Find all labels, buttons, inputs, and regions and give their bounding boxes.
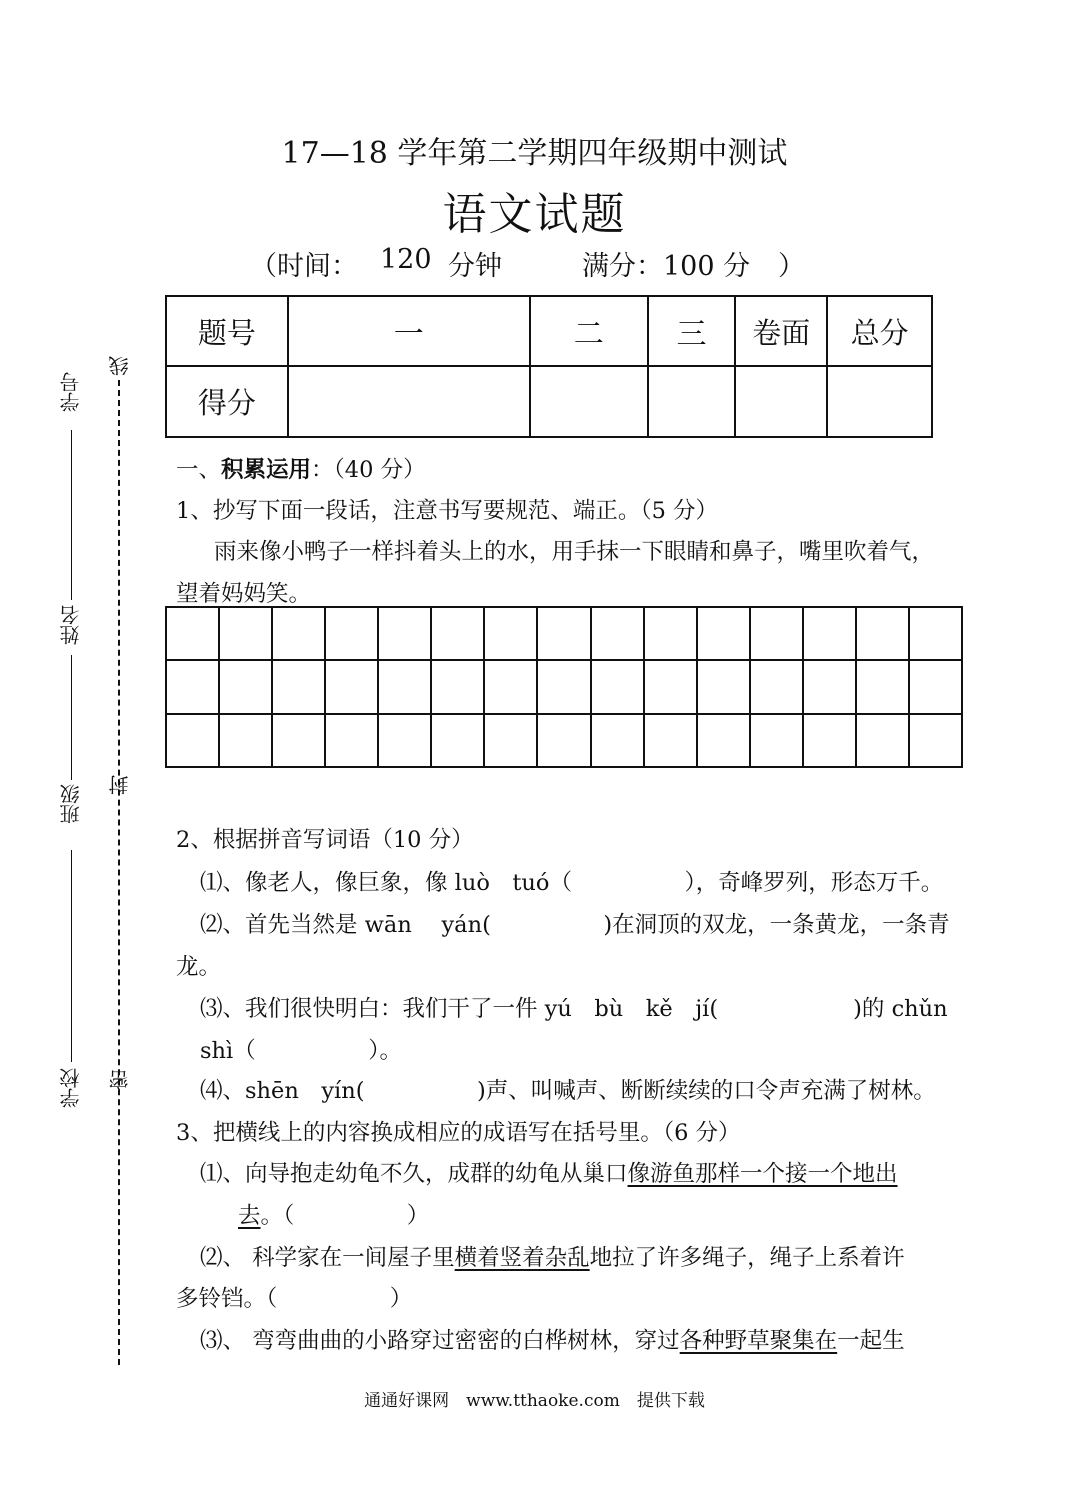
q3-1-underlined: 像游鱼那样一个接一个地出	[627, 1161, 898, 1187]
q3-1-answer-blank: 。（ ）	[260, 1203, 430, 1229]
class-label: 班级	[59, 784, 83, 824]
full-score-close: ）	[778, 251, 805, 282]
grid-cell[interactable]	[591, 607, 644, 660]
grid-cell[interactable]	[272, 714, 325, 767]
grid-cell[interactable]	[325, 660, 378, 713]
seal-mark-feng: 封	[108, 775, 132, 795]
score-cell[interactable]	[827, 366, 932, 437]
grid-cell[interactable]	[378, 660, 431, 713]
question-2-3-cont: shì（ ）。	[200, 1038, 402, 1064]
grid-cell[interactable]	[856, 714, 909, 767]
writing-grid[interactable]	[165, 606, 963, 768]
grid-cell[interactable]	[484, 660, 537, 713]
grid-cell[interactable]	[750, 714, 803, 767]
score-header-cell: 三	[648, 296, 736, 366]
question-2-1: ⑴、像老人，像巨象，像 luò tuó（ ），奇峰罗列，形态万千。	[200, 870, 944, 896]
question-2-4: ⑷、shēn yín( )声、叫喊声、断断续续的口令声充满了树林。	[200, 1078, 936, 1104]
exam-subtitle: 17—18 学年第二学期四年级期中测试	[281, 136, 788, 171]
grid-cell[interactable]	[909, 660, 962, 713]
section1-points: ：（40 分）	[311, 457, 426, 483]
grid-cell[interactable]	[166, 714, 219, 767]
grid-cell[interactable]	[697, 607, 750, 660]
question-3-2-cont: 多铃铛。（ ）	[176, 1286, 413, 1312]
grid-cell[interactable]	[219, 714, 272, 767]
seal-mark-xian: 线	[108, 356, 132, 376]
section1-number: 一、	[176, 457, 222, 483]
grid-cell[interactable]	[537, 607, 590, 660]
grid-cell[interactable]	[166, 660, 219, 713]
question-2-3: ⑶、我们很快明白：我们干了一件 yú bù kě jí( )的 chǔn	[200, 996, 948, 1022]
grid-cell[interactable]	[697, 660, 750, 713]
score-cell[interactable]	[530, 366, 648, 437]
question-3-1-cont	[238, 1198, 429, 1230]
question-3: 3、把横线上的内容换成相应的成语写在括号里。（6 分）	[176, 1120, 741, 1146]
score-header-cell: 卷面	[735, 296, 827, 366]
grid-cell[interactable]	[272, 660, 325, 713]
grid-cell[interactable]	[537, 714, 590, 767]
grid-cell[interactable]	[856, 607, 909, 660]
question-2-2-cont: 龙。	[176, 954, 222, 980]
grid-cell[interactable]	[325, 714, 378, 767]
grid-cell[interactable]	[537, 660, 590, 713]
question-3-2	[200, 1240, 905, 1272]
seal-mark-mi: 密	[108, 1070, 132, 1090]
time-unit: 分钟	[448, 251, 502, 282]
q3-2-text: ⑵、 科学家在一间屋子里	[200, 1245, 455, 1271]
score-header-cell: 二	[530, 296, 648, 366]
name-blank[interactable]	[71, 430, 72, 600]
score-cell[interactable]	[288, 366, 530, 437]
grid-cell[interactable]	[803, 714, 856, 767]
score-cell[interactable]	[648, 366, 736, 437]
grid-cell[interactable]	[591, 714, 644, 767]
binding-dashed-line	[118, 380, 120, 1365]
time-label: （时间：	[250, 251, 358, 282]
page-footer: 通通好课网 www.tthaoke.com 提供下载	[364, 1391, 705, 1411]
copy-passage-line1: 雨来像小鸭子一样抖着头上的水，用手抹一下眼睛和鼻子，嘴里吹着气，	[214, 539, 935, 565]
q3-1-underlined-cont: 去	[238, 1203, 261, 1229]
q3-2-underlined: 横着竖着杂乱	[454, 1245, 590, 1271]
time-value: 120	[380, 244, 432, 275]
grid-cell[interactable]	[644, 660, 697, 713]
grid-cell[interactable]	[750, 660, 803, 713]
grid-cell[interactable]	[431, 607, 484, 660]
question-3-1	[200, 1156, 898, 1188]
grid-cell[interactable]	[803, 660, 856, 713]
grid-cell[interactable]	[219, 607, 272, 660]
grid-cell[interactable]	[325, 607, 378, 660]
grid-cell[interactable]	[219, 660, 272, 713]
question-2: 2、根据拼音写词语（10 分）	[176, 827, 474, 853]
school-label: 学校	[59, 1068, 83, 1108]
score-row-label: 得分	[166, 366, 288, 437]
copy-passage-line2: 望着妈妈笑。	[176, 581, 312, 607]
grid-cell[interactable]	[484, 714, 537, 767]
score-header-cell: 总分	[827, 296, 932, 366]
class-blank[interactable]	[71, 655, 72, 780]
name-label: 姓名	[59, 605, 83, 645]
grid-cell[interactable]	[644, 607, 697, 660]
grid-cell[interactable]	[644, 714, 697, 767]
section1-title	[176, 452, 426, 484]
grid-cell[interactable]	[591, 660, 644, 713]
score-cell[interactable]	[735, 366, 827, 437]
score-header-cell: 题号	[166, 296, 288, 366]
grid-cell[interactable]	[697, 714, 750, 767]
grid-cell[interactable]	[856, 660, 909, 713]
grid-cell[interactable]	[431, 660, 484, 713]
full-score-label: 满分：100 分	[582, 251, 751, 282]
grid-cell[interactable]	[272, 607, 325, 660]
section1-name: 积累运用	[221, 457, 312, 483]
q3-2-text-after: 地拉了许多绳子，绳子上系着许	[589, 1245, 905, 1271]
grid-cell[interactable]	[909, 607, 962, 660]
score-header-cell: 一	[288, 296, 530, 366]
grid-cell[interactable]	[166, 607, 219, 660]
student-number-label: 学号	[59, 372, 83, 412]
q3-1-text: ⑴、向导抱走幼龟不久，成群的幼龟从巢口	[200, 1161, 628, 1187]
question-2-2: ⑵、首先当然是 wān yán( )在洞顶的双龙，一条黄龙，一条青	[200, 912, 950, 938]
q3-3-text-after: 一起生	[837, 1328, 905, 1354]
grid-cell[interactable]	[750, 607, 803, 660]
grid-cell[interactable]	[378, 607, 431, 660]
grid-cell[interactable]	[909, 714, 962, 767]
q3-3-text: ⑶、 弯弯曲曲的小路穿过密密的白桦树林，穿过	[200, 1328, 680, 1354]
grid-cell[interactable]	[378, 714, 431, 767]
question-3-3	[200, 1323, 905, 1355]
grid-cell[interactable]	[803, 607, 856, 660]
q3-3-underlined: 各种野草聚集在	[679, 1328, 838, 1354]
school-blank[interactable]	[71, 850, 72, 1062]
score-table	[165, 295, 933, 438]
question-1: 1、抄写下面一段话，注意书写要规范、端正。（5 分）	[176, 498, 719, 524]
grid-cell[interactable]	[431, 714, 484, 767]
grid-cell[interactable]	[484, 607, 537, 660]
exam-title: 语文试题	[442, 189, 627, 240]
